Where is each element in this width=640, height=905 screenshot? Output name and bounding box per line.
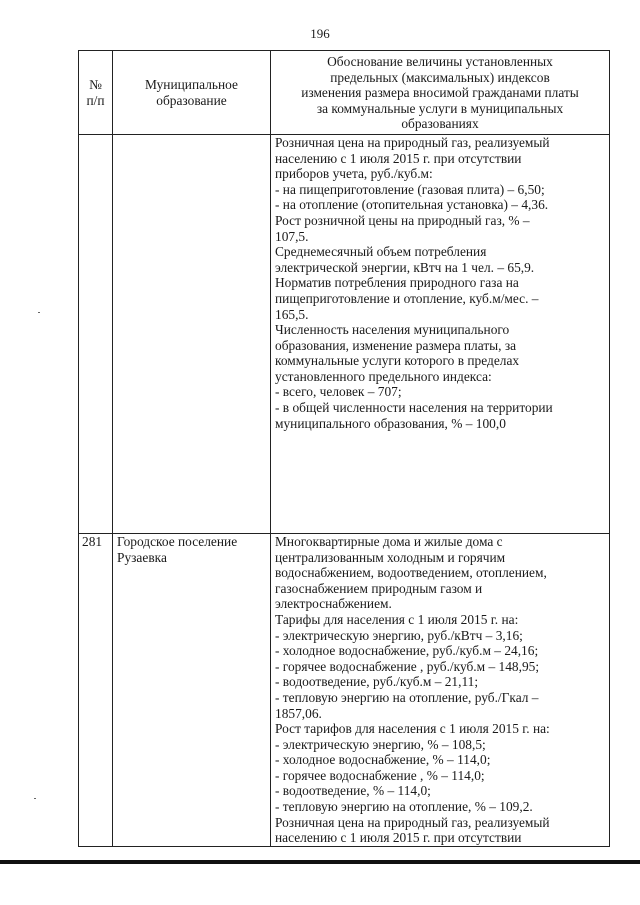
bottom-scan-border	[0, 860, 640, 864]
justification-line: муниципального образования, % – 100,0	[275, 415, 506, 431]
justification-line: Розничная цена на природный газ, реализуемый	[275, 814, 550, 830]
justification-line: водоснабжением, водоотведением, отоплением,	[275, 565, 547, 581]
justification-line: 107,5.	[275, 228, 309, 244]
row-num-cell	[79, 134, 113, 533]
row-justification-cell	[271, 533, 610, 846]
justification-line: - горячее водоснабжение , руб./куб.м – 148,95;	[275, 658, 540, 674]
header-justification-line: Обоснование величины установленных	[327, 54, 553, 69]
justification-line: - холодное водоснабжение, руб./куб.м – 24,16;	[275, 643, 539, 659]
row-num-cell: 281	[79, 533, 113, 846]
table-row	[79, 134, 610, 533]
justification-line: - водоотведение, % – 114,0;	[275, 783, 431, 799]
justification-line: централизованным холодным и горячим	[275, 549, 506, 565]
header-num	[79, 51, 113, 135]
justification-line: Тарифы для населения с 1 июля 2015 г. на:	[275, 611, 519, 627]
header-num-line: №	[89, 77, 102, 93]
justification-line: - холодное водоснабжение, % – 114,0;	[275, 752, 491, 768]
justification-line: 165,5.	[275, 306, 309, 322]
justification-line: Численность населения муниципального	[275, 322, 510, 338]
justification-line: - на пищеприготовление (газовая плита) – 6,50;	[275, 181, 545, 197]
header-num-line: п/п	[86, 92, 105, 108]
justification-line: - в общей численности населения на территории	[275, 400, 553, 416]
header-municipality-line: Муниципальное	[145, 77, 238, 93]
justification-line: населению с 1 июля 2015 г. при отсутствии	[275, 150, 522, 166]
scan-speck	[34, 798, 36, 799]
justification-line: электроснабжением.	[275, 596, 392, 612]
justification-line: - электрическую энергию, руб./кВтч – 3,16;	[275, 627, 523, 643]
header-justification-line: изменения размера вносимой гражданами платы	[301, 85, 579, 101]
row-municipality-cell	[113, 134, 271, 533]
tariff-justification-table	[78, 50, 610, 847]
municipality-line: Городское поселение	[117, 533, 238, 549]
justification-line: Розничная цена на природный газ, реализуемый	[275, 134, 550, 150]
justification-line: - водоотведение, руб./куб.м – 21,11;	[275, 674, 479, 690]
justification-line: газоснабжением природным газом и	[275, 580, 483, 596]
justification-line: коммунальные услуги которого в пределах	[275, 353, 520, 369]
justification-line: - горячее водоснабжение , % – 114,0;	[275, 767, 485, 783]
justification-line: - тепловую энергию на отопление, руб./Гкал –	[275, 689, 539, 705]
justification-line: Рост розничной цены на природный газ, % –	[275, 212, 530, 228]
scan-speck	[38, 312, 40, 313]
justification-line: Многоквартирные дома и жилые дома с	[275, 533, 503, 549]
header-municipality-line: образование	[156, 92, 227, 108]
header-justification-line: за коммунальные услуги в муниципальных	[316, 100, 564, 116]
justification-line: Норматив потребления природного газа на	[275, 275, 519, 291]
page-number: 196	[310, 26, 330, 41]
header-justification-line: предельных (максимальных) индексов	[330, 69, 550, 85]
municipality-line: Рузаевка	[117, 549, 167, 565]
justification-line: установленного предельного индекса:	[275, 368, 492, 384]
justification-line: приборов учета, руб./куб.м:	[275, 166, 433, 182]
justification-line: населению с 1 июля 2015 г. при отсутствии	[275, 830, 522, 846]
justification-line: образования, изменение размера платы, за	[275, 337, 517, 353]
justification-line: - электрическую энергию, % – 108,5;	[275, 736, 486, 752]
justification-line: - на отопление (отопительная установка) – 4,36.	[275, 197, 549, 213]
justification-line: Среднемесячный объем потребления	[275, 244, 487, 260]
justification-line: пищеприготовление и отопление, куб.м/мес. –	[275, 290, 539, 306]
row-justification-cell	[271, 134, 610, 533]
justification-line: - тепловую энергию на отопление, % – 109,2.	[275, 799, 533, 815]
table-header-row	[79, 51, 610, 135]
header-municipality	[113, 51, 271, 135]
header-justification-line: образованиях	[401, 116, 479, 132]
header-justification	[271, 51, 610, 135]
row-municipality-cell	[113, 533, 271, 846]
table-row	[79, 533, 610, 846]
justification-line: - всего, человек – 707;	[275, 384, 402, 400]
justification-line: 1857,06.	[275, 705, 322, 721]
justification-line: Рост тарифов для населения с 1 июля 2015 г. на:	[275, 721, 550, 737]
justification-line: электрической энергии, кВтч на 1 чел. – 65,9.	[275, 259, 535, 275]
